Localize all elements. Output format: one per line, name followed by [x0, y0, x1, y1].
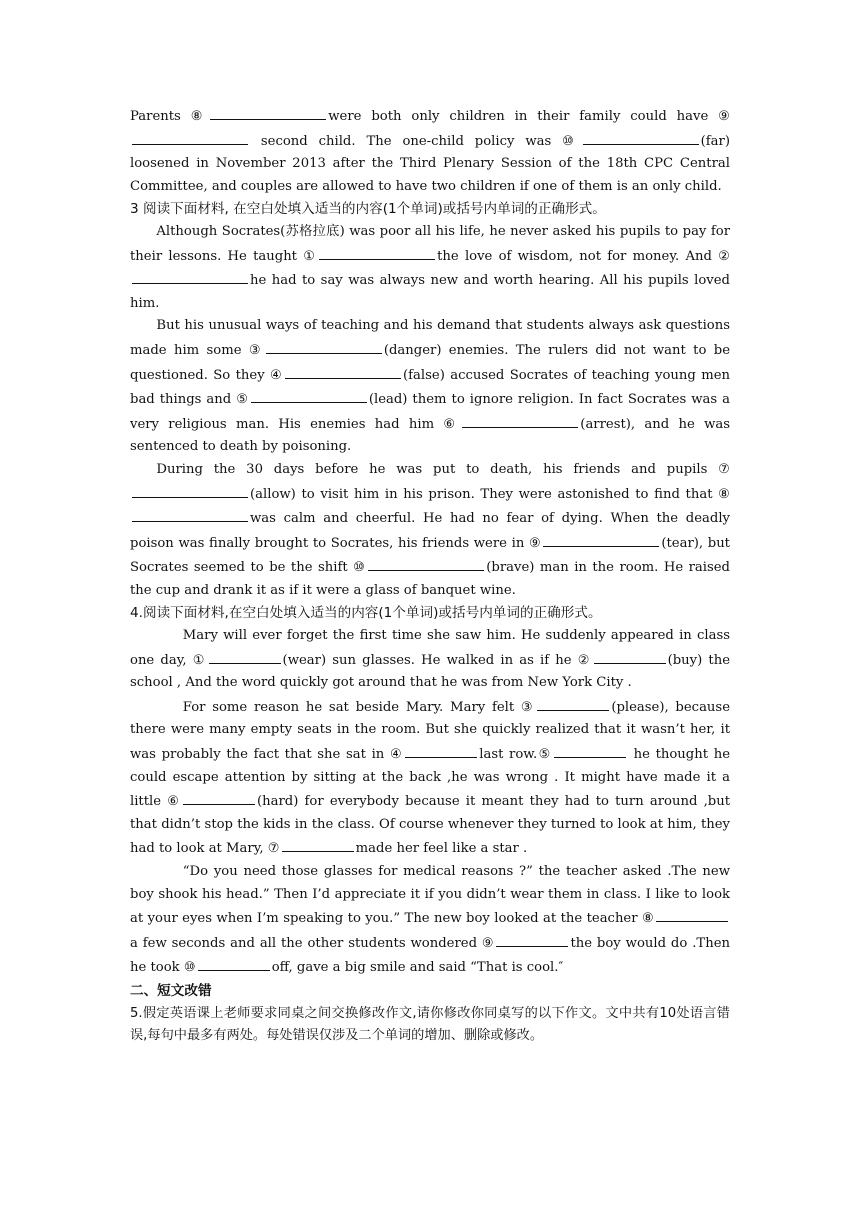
section-2-heading: 二、短文改错: [130, 982, 212, 999]
question-3-heading: 3 阅读下面材料, 在空白处填入适当的内容(1个单词)或括号内单词的正确形式。: [130, 201, 606, 218]
answer-blank[interactable]: [132, 129, 248, 145]
worksheet-page: [130, 104, 730, 1048]
text: last row.⑤: [479, 747, 552, 763]
answer-blank[interactable]: [405, 742, 477, 758]
text: (wear) sun glasses. He walked in as if he ②: [282, 652, 592, 668]
q4-paragraph-3: [130, 861, 730, 980]
text: the boy would do .Then he took ⑩: [130, 935, 730, 976]
q3-paragraph-3: [130, 459, 730, 603]
text: (brave) man in the room. He raised the cup and drank it as if it were a glass of banquet wine.: [130, 560, 730, 598]
text: (allow) to visit him in his prison. They were astonished to find that ⑧: [250, 486, 730, 502]
text: Parents ⑧: [130, 109, 209, 124]
text: “Do you need those glasses for medical reasons ?” the teacher asked .The new boy shook his head.” Then I’d appreciate it if you didn’t wear them in class. I like to look at your eyes when I’m speaking to you.” The new boy looked at the teacher ⑧: [130, 864, 730, 927]
text: were both only children in their family could have ⑨: [328, 109, 730, 124]
text: During the 30 days before he was put to death, his friends and pupils ⑦: [156, 461, 730, 477]
answer-blank[interactable]: [198, 955, 270, 971]
text: (arrest), and he was sentenced to death by poisoning.: [130, 416, 730, 455]
text: second child. The one-child policy was ⑩: [250, 133, 581, 149]
text: (hard) for everybody because it meant they had to turn around ,but that didn’t stop the kids in the class. Of course whenever they turned to look at him, they had to look at Mary, ⑦: [130, 794, 730, 857]
answer-blank[interactable]: [183, 789, 255, 805]
answer-blank[interactable]: [266, 338, 382, 354]
passage-continuation: [130, 104, 730, 198]
q3-paragraph-2: [130, 315, 730, 459]
answer-blank[interactable]: [368, 555, 484, 571]
answer-blank[interactable]: [282, 836, 354, 852]
answer-blank[interactable]: [554, 742, 626, 758]
text: he thought he could escape attention by sitting at the back ,he was wrong . It might have made it a little ⑥: [130, 747, 730, 810]
text: a few seconds and all the other students wondered ⑨: [130, 935, 495, 951]
question-4-heading: 4.阅读下面材料,在空白处填入适当的内容(1个单词)或括号内单词的正确形式。: [130, 605, 602, 622]
answer-blank[interactable]: [209, 648, 281, 664]
text: Although Socrates(苏格拉底) was poor all his life, he never asked his pupils to pay for their lessons. He taught ①: [130, 223, 730, 264]
answer-blank[interactable]: [319, 244, 435, 260]
text: (false) accused Socrates of teaching young men bad things and ⑤: [130, 367, 730, 408]
text: Mary will ever forget the first time she saw him. He suddenly appeared in class one day, ①: [130, 628, 730, 668]
text: the love of wisdom, not for money. And ②: [437, 248, 730, 264]
text: (buy) the school , And the word quickly got around that he was from New York City .: [130, 652, 730, 691]
answer-blank[interactable]: [132, 268, 248, 284]
text: (please), because there were many empty seats in the room. But she quickly realized that it wasn’t her, it was probably the fact that she sat in ④: [130, 699, 730, 763]
answer-blank[interactable]: [583, 129, 699, 145]
text: (danger) enemies. The rulers did not want to be questioned. So they ④: [130, 342, 730, 383]
text: (lead) them to ignore religion. In fact Socrates was a very religious man. His enemies had him ⑥: [130, 392, 730, 432]
text: was calm and cheerful. He had no fear of dying. When the deadly poison was finally brought to Socrates, his friends were in ⑨: [130, 511, 730, 551]
q4-paragraph-2: [130, 695, 730, 861]
answer-blank[interactable]: [543, 531, 659, 547]
q4-paragraph-1: [130, 625, 730, 695]
answer-blank[interactable]: [537, 695, 609, 711]
question-5-instructions: 5.假定英语课上老师要求同桌之间交换修改作文,请你修改你同桌写的以下作文。文中共有10处语言错误,每句中最多有两处。每处错误仅涉及二个单词的增加、删除或修改。: [130, 1005, 730, 1044]
answer-blank[interactable]: [132, 506, 248, 522]
text: he had to say was always new and worth hearing. All his pupils loved him.: [130, 273, 730, 311]
q3-paragraph-1: [130, 221, 730, 315]
text: But his unusual ways of teaching and his demand that students always ask questions made him some ③: [130, 318, 730, 358]
text: For some reason he sat beside Mary. Mary felt ③: [182, 699, 536, 715]
answer-blank[interactable]: [462, 412, 578, 428]
answer-blank[interactable]: [132, 482, 248, 498]
answer-blank[interactable]: [251, 387, 367, 403]
answer-blank[interactable]: [594, 648, 666, 664]
answer-blank[interactable]: [210, 104, 326, 120]
text: made her feel like a star .: [355, 841, 528, 857]
answer-blank[interactable]: [496, 931, 568, 947]
answer-blank[interactable]: [656, 906, 728, 922]
answer-blank[interactable]: [285, 363, 401, 379]
text: (far) loosened in November 2013 after the Third Plenary Session of the 18th CPC Central Committee, and couples are allowed to have two children if one of them is an only child.: [130, 133, 730, 194]
text: (tear), but Socrates seemed to be the shift ⑩: [130, 535, 730, 576]
text: off, gave a big smile and said “That is cool.″: [271, 960, 564, 976]
